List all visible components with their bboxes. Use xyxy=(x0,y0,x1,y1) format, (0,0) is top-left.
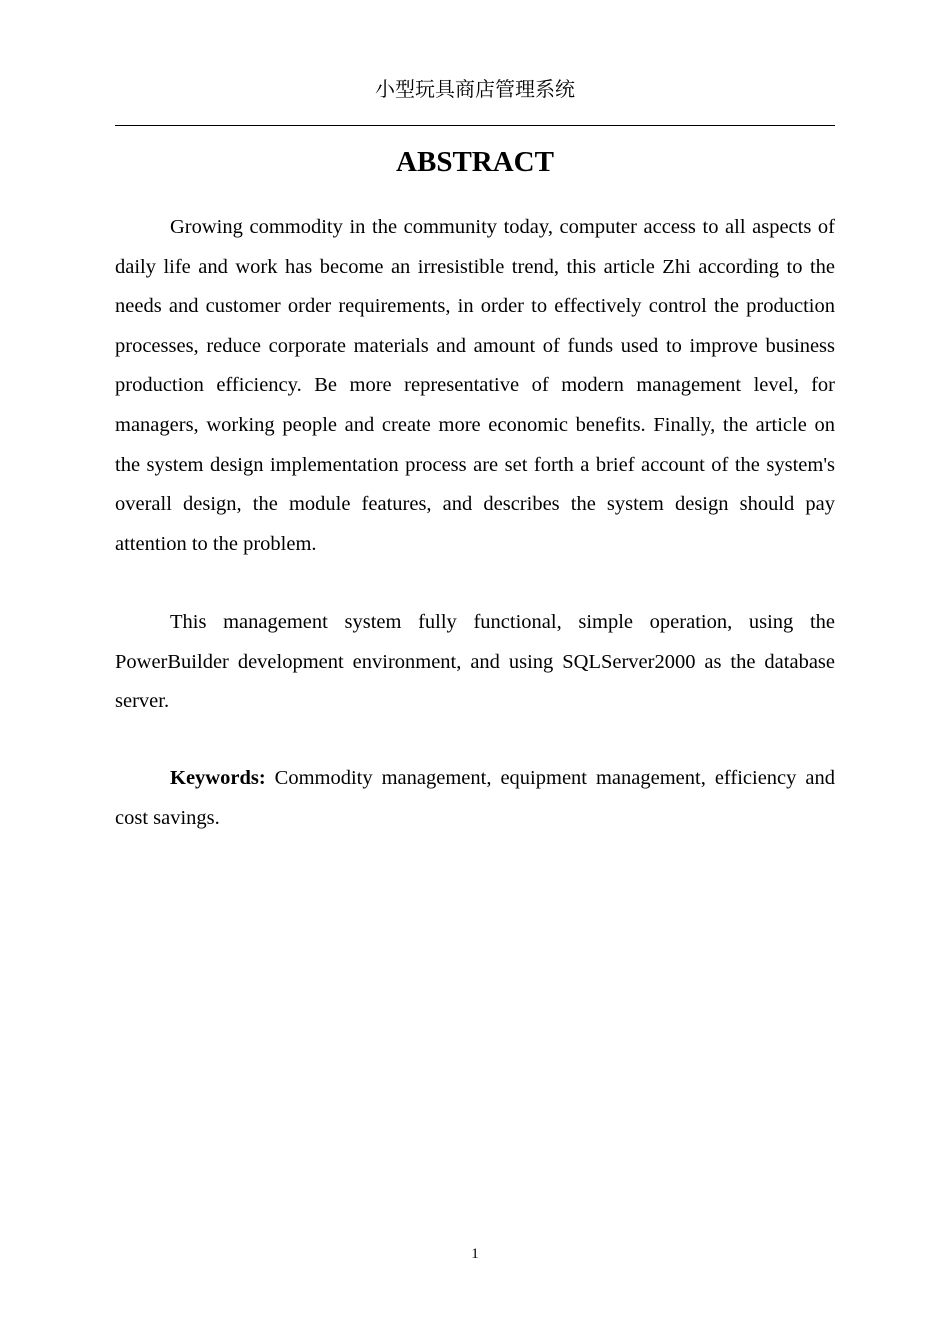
running-header: 小型玩具商店管理系统 xyxy=(375,77,575,101)
keywords-label: Keywords: xyxy=(170,767,266,789)
abstract-title: ABSTRACT xyxy=(396,146,554,178)
keywords-paragraph xyxy=(115,759,835,838)
keywords-text: Commodity management, equipment management, efficiency and cost savings. xyxy=(115,767,835,829)
header-divider xyxy=(115,125,835,126)
abstract-paragraph-1: Growing commodity in the community today, computer access to all aspects of daily life and work has become an irresistible trend, this article Zhi according to the needs and customer order requirements, in order to effectively control the production processes, reduce corporate materials and amount of funds used to improve business production efficiency. Be more representative of modern management level, for managers, working people and create more economic benefits. Finally, the article on the system design implementation process are set forth a brief account of the system's overall design, the module features, and describes the system design should pay attention to the problem. xyxy=(115,216,835,555)
page-number: 1 xyxy=(471,1246,479,1262)
abstract-paragraph-2: This management system fully functional, simple operation, using the PowerBuilder development environment, and using SQLServer2000 as the database server. xyxy=(115,611,835,713)
